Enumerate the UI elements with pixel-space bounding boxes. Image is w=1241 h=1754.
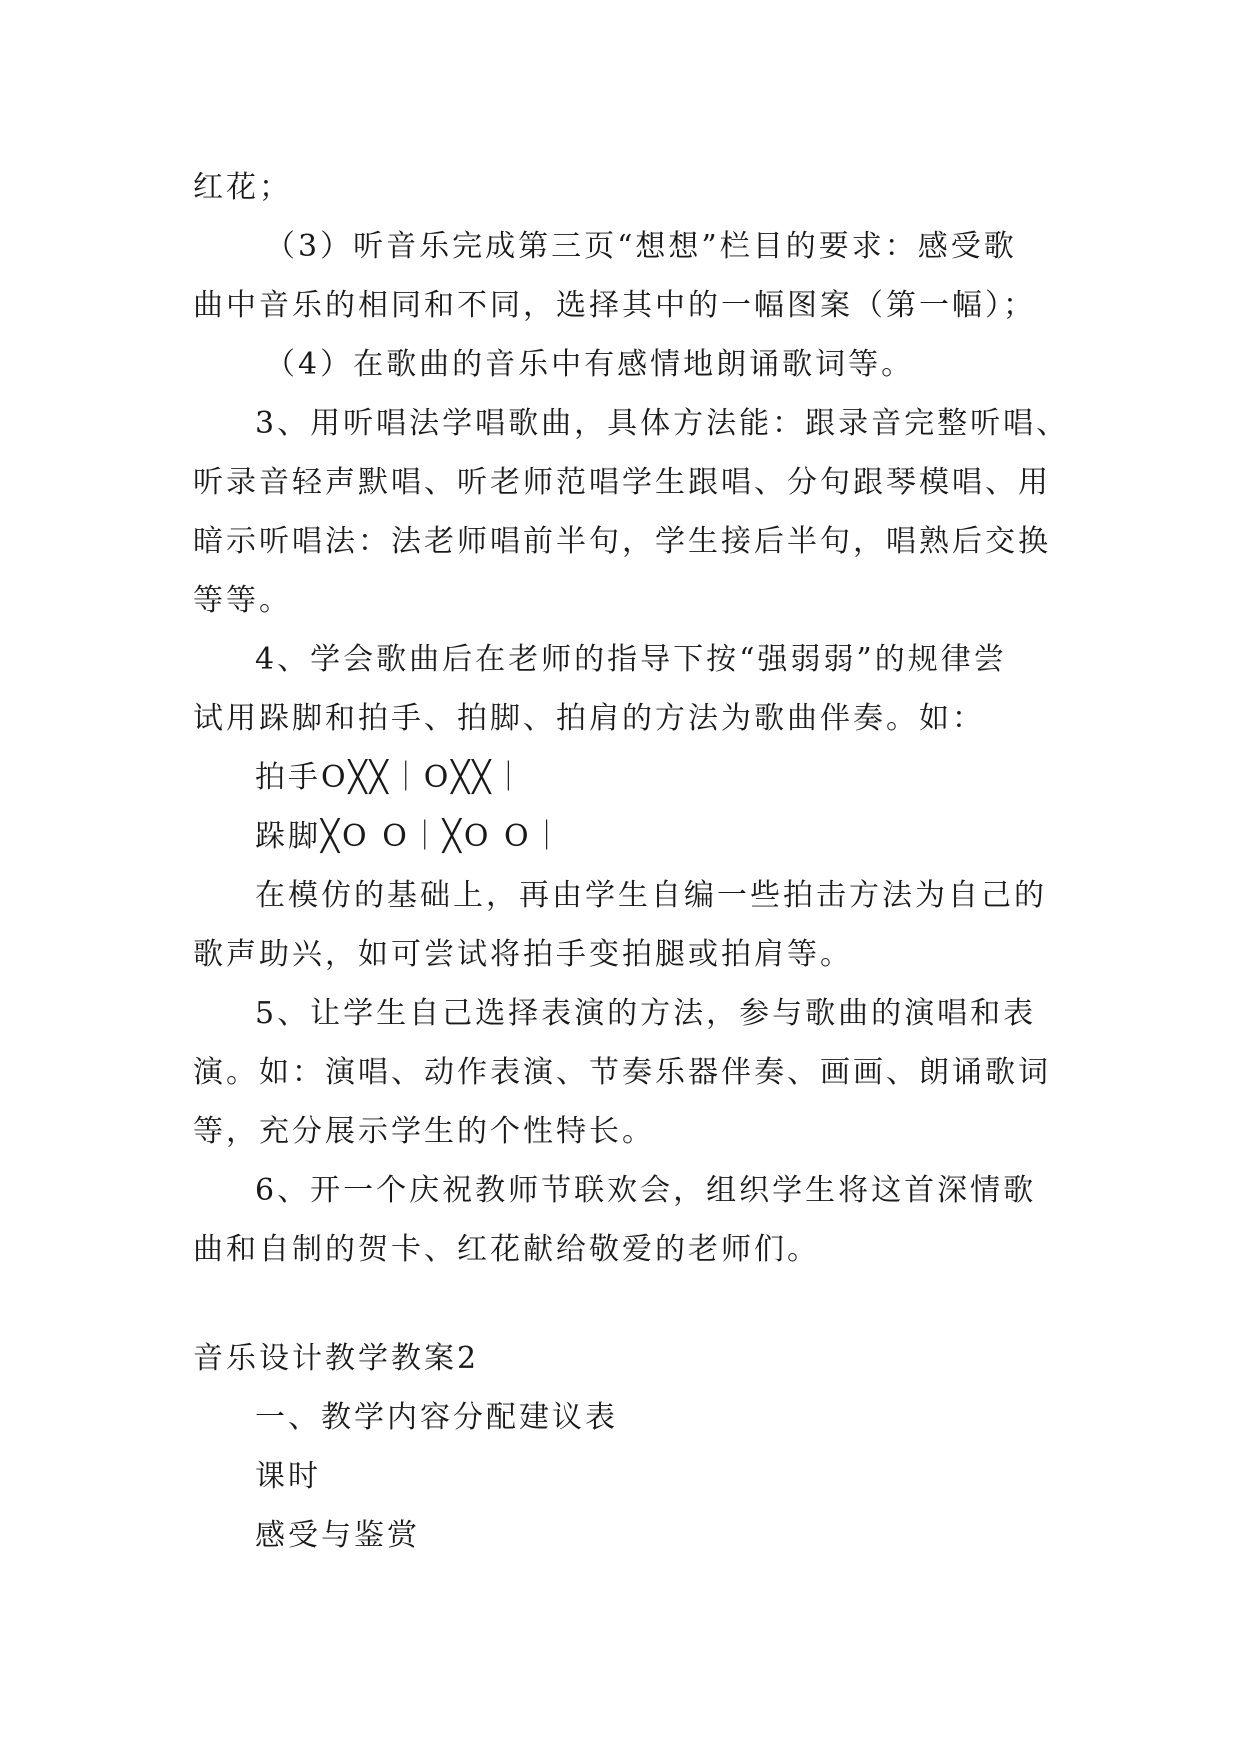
text-line: 试用跺脚和拍手、拍脚、拍肩的方法为歌曲伴奏。如：	[193, 701, 985, 736]
text-line: 曲中音乐的相同和不同，选择其中的一幅图案（第一幅）；	[193, 288, 1036, 323]
text-line: 4、学会歌曲后在老师的指导下按“强弱弱”的规律尝	[255, 642, 1007, 677]
section-gap	[193, 1279, 1053, 1329]
text-line: 3、用听唱法学唱歌曲，具体方法能：跟录音完整听唱、	[255, 406, 1070, 441]
text-line: 在模仿的基础上，再由学生自编一些拍击方法为自己的	[255, 878, 1047, 913]
rhythm-line-clap: 拍手O╳╳｜O╳╳｜	[255, 760, 527, 795]
section-title: 音乐设计教学教案2	[193, 1341, 480, 1376]
text-line: 6、开一个庆祝教师节联欢会，组织学生将这首深情歌	[255, 1173, 1037, 1208]
document-page	[193, 158, 1070, 1565]
text-line: 等等。	[193, 583, 292, 618]
text-line: （4）在歌曲的音乐中有感情地朗诵歌词等。	[265, 347, 915, 382]
text-line: 歌声助兴，如可尝试将拍手变拍腿或拍肩等。	[193, 937, 853, 972]
rhythm-line-stomp: 跺脚╳O O｜╳O O｜	[255, 819, 565, 854]
text-line: 暗示听唱法：法老师唱前半句，学生接后半句，唱熟后交换	[193, 524, 1051, 559]
text-line: 听录音轻声默唱、听老师范唱学生跟唱、分句跟琴模唱、用	[193, 465, 1051, 500]
text-line: 课时	[255, 1459, 321, 1494]
text-line: 5、让学生自己选择表演的方法，参与歌曲的演唱和表	[255, 996, 1037, 1031]
text-line: 曲和自制的贺卡、红花献给敬爱的老师们。	[193, 1232, 820, 1267]
text-line: 等，充分展示学生的个性特长。	[193, 1114, 655, 1149]
text-line: 演。如：演唱、动作表演、节奏乐器伴奏、画画、朗诵歌词	[193, 1055, 1051, 1090]
text-line: 红花；	[193, 170, 292, 205]
text-line: 一、教学内容分配建议表	[255, 1400, 618, 1435]
text-line: （3）听音乐完成第三页“想想”栏目的要求：感受歌	[265, 229, 1017, 264]
text-line: 感受与鉴赏	[255, 1518, 420, 1553]
